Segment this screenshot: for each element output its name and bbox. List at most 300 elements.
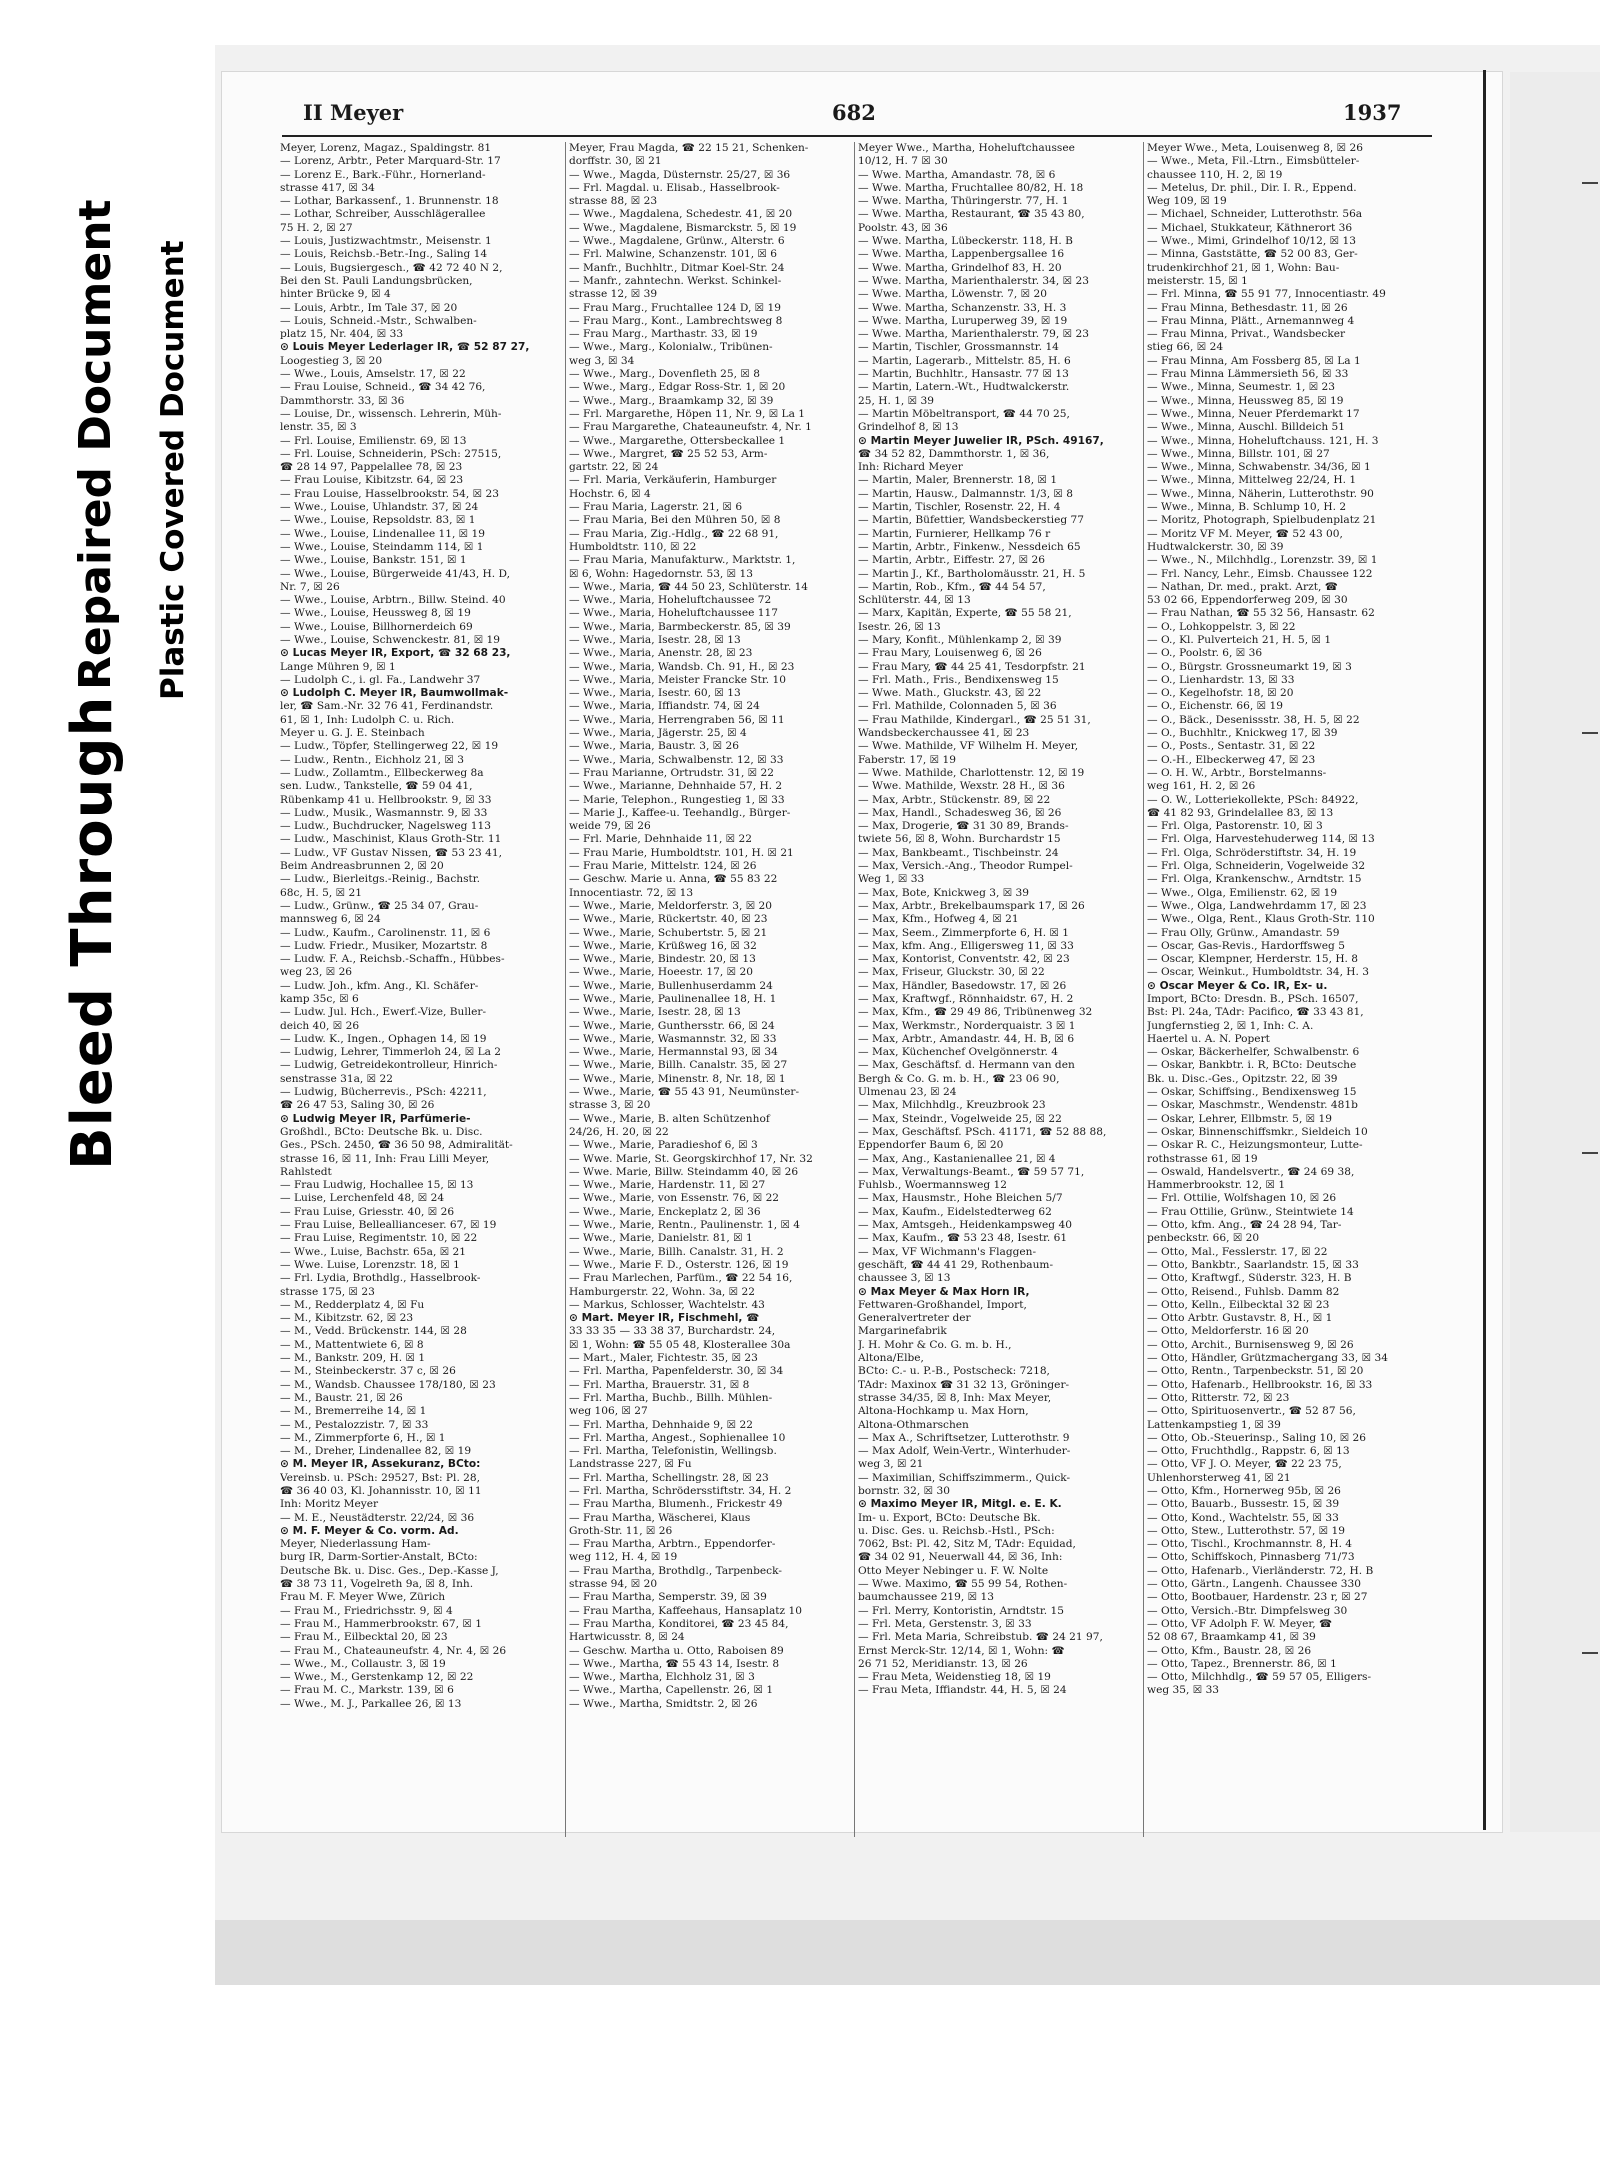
directory-entry-line: — Wwe., Martha, Smidtstr. 2, ☒ 26 [569,1697,758,1710]
directory-entry-line: trudenkirchhof 21, ☒ 1, Wohn: Bau- [1147,261,1340,274]
directory-entry-line: — Louis, Arbtr., Im Tale 37, ☒ 20 [280,301,458,314]
directory-entry-line: — Max, Küchenchef Ovelgönnerstr. 4 [858,1046,1059,1059]
directory-entry-line: Hudtwalckerstr. 30, ☒ 39 [1147,540,1284,553]
directory-entry-line: — Wwe., Margret, ☎ 25 52 53, Arm- [569,447,768,460]
directory-entry-line: — Wwe., Marie, Gunthersstr. 66, ☒ 24 [569,1019,775,1032]
directory-entry-line: — Wwe., Olga, Rent., Klaus Groth-Str. 110 [1147,913,1375,926]
directory-entry-line: stieg 66, ☒ 24 [1147,341,1224,354]
directory-entry-line: — Manfr., Buchhltr., Ditmar Koel-Str. 24 [569,261,785,274]
directory-entry-line: — Frau Marg., Fruchtallee 124 D, ☒ 19 [569,301,782,314]
directory-entry-line: Dammthorstr. 33, ☒ 36 [280,394,405,407]
directory-entry-line: twiete 56, ☒ 8, Wohn. Burchardstr 15 [858,833,1061,846]
directory-entry-line: ⊙ Maximo Meyer IR, Mitgl. e. E. K. [858,1498,1062,1511]
directory-entry-line: — Wwe., Luise, Bachstr. 65a, ☒ 21 [280,1245,467,1258]
directory-entry-line: — Ludwig, Lehrer, Timmerloh 24, ☒ La 2 [280,1046,502,1059]
directory-entry-line: — Wwe. Mathilde, VF Wilhelm H. Meyer, [858,740,1079,753]
directory-entry-line: — Geschw. Martha u. Otto, Raboisen 89 [569,1644,784,1657]
directory-entry-line: — Wwe., Magdalena, Schedestr. 41, ☒ 20 [569,208,793,221]
directory-entry-line: — Wwe., Louise, Bürgerweide 41/43, H. D, [280,567,511,580]
directory-entry-line: — Frau Mary, ☎ 44 25 41, Tesdorpfstr. 21 [858,660,1086,673]
directory-entry-line: Isestr. 26, ☒ 13 [858,620,941,633]
directory-entry-line: Frau M. F. Meyer Wwe, Zürich [280,1591,446,1604]
directory-entry-line: 7062, Bst: Pl. 42, Sitz M, TAdr: Equidad, [858,1538,1076,1551]
directory-entry-line: — Frau Martha, Kaffeehaus, Hansaplatz 10 [569,1604,802,1617]
directory-entry-line: — Wwe. Martha, Marienthalerstr. 79, ☒ 23 [858,328,1089,341]
directory-entry-line: — Ludw. Joh., kfm. Ang., Kl. Schäfer- [280,979,479,992]
directory-entry-line: — Frl. Margarethe, Höpen 11, Nr. 9, ☒ La 1 [569,407,806,420]
directory-entry-line: — Otto, VF J. O. Meyer, ☎ 22 23 75, [1147,1458,1342,1471]
directory-entry-line: — Frau Margarethe, Chateauneufstr. 4, Nr. 1 [569,421,812,434]
directory-entry-line: — Wwe. Mathilde, Charlottenstr. 12, ☒ 19 [858,766,1085,779]
directory-entry-line: — Frau Minna, Bethesdastr. 11, ☒ 26 [1147,301,1348,314]
directory-entry-line: — Otto, Archit., Burnisensweg 9, ☒ 26 [1147,1338,1354,1351]
directory-entry-line: — Otto, Versich.-Btr. Dimpfelsweg 30 [1147,1604,1348,1617]
directory-entry-line: — Wwe., Louise, Heussweg 8, ☒ 19 [280,607,471,620]
directory-entry-line: — Ludwig, Bücherrevis., PSch: 42211, [280,1086,487,1099]
directory-entry-line: — Otto, Kond., Wachtelstr. 55, ☒ 33 [1147,1511,1339,1524]
directory-entry-line: 24/26, H. 20, ☒ 22 [569,1125,669,1138]
directory-entry-line: — Louis, Schneid.-Mstr., Schwalben- [280,314,477,327]
directory-entry-line: — Wwe., Olga, Emilienstr. 62, ☒ 19 [1147,886,1338,899]
directory-entry-line: — Frl. Maria, Verkäuferin, Hamburger [569,474,777,487]
directory-entry-line: — Wwe., Mimi, Grindelhof 10/12, ☒ 13 [1147,235,1356,248]
directory-entry-line: ler, ☎ Sam.-Nr. 32 76 41, Ferdinandstr. [280,700,494,713]
directory-entry-line: — Wwe., Maria, Anenstr. 28, ☒ 23 [569,647,753,660]
directory-entry-line: — Otto, Reisend., Fuhlsb. Damm 82 [1147,1285,1340,1298]
directory-entry-line: Meyer Wwe., Meta, Louisenweg 8, ☒ 26 [1147,142,1364,154]
directory-entry-line: — Wwe., Marie, ☎ 55 43 91, Neumünster- [569,1086,800,1099]
directory-entry-line: — Max, Werkmstr., Norderquaistr. 3 ☒ 1 [858,1019,1076,1032]
directory-entry-line: — Frau Marie, Humboldtstr. 101, H. ☒ 21 [569,846,794,859]
directory-entry-line: — Otto, Kraftwgf., Süderstr. 323, H. B [1147,1272,1352,1285]
directory-entry-line: — Wwe., Louise, Repsoldstr. 83, ☒ 1 [280,514,476,527]
directory-entry-line: geschäft, ☎ 44 41 29, Rothenbaum- [858,1258,1054,1271]
directory-entry-line: — Oskar, Binnenschiffsmkr., Sieldeich 10 [1147,1125,1368,1138]
directory-entry-line: — Moritz, Photograph, Spielbudenplatz 21 [1147,514,1377,527]
year-label: 1937 [1343,100,1402,125]
directory-entry-line: Altona-Othmarschen [858,1418,969,1431]
header-rule [282,135,1432,137]
directory-entry-line: Otto Meyer Nebinger u. F. W. Nolte [858,1564,1049,1577]
directory-entry-line: — Frl. Meta Maria, Schreibstub. ☎ 24 21 97, [858,1631,1103,1644]
directory-entry-line: — Maximilian, Schiffszimmerm., Quick- [858,1471,1071,1484]
directory-entry-line: — Wwe., Louise, Uhlandstr. 37, ☒ 24 [280,501,479,514]
directory-entry-line: — Ludw., Kaufm., Carolinenstr. 11, ☒ 6 [280,926,491,939]
directory-entry-line: — Wwe., Marie, Wasmannstr. 32, ☒ 33 [569,1032,777,1045]
column-divider [1143,142,1144,1837]
directory-entry-line: — Frau Marg., Marthastr. 33, ☒ 19 [569,328,758,341]
directory-entry-line: Vereinsb. u. PSch: 29527, Bst: Pl. 28, [280,1471,481,1484]
directory-entry-line: — Max, kfm. Ang., Elligersweg 11, ☒ 33 [858,939,1074,952]
plastic-covered-label: Plastic Covered Document [155,240,191,700]
directory-entry-line: — Frau Olly, Grünw., Amandastr. 59 [1147,926,1340,939]
directory-entry-line: ⊙ Martin Meyer Juwelier IR, PSch. 49167, [858,434,1104,447]
directory-entry-line: strasse 3, ☒ 20 [569,1099,651,1112]
directory-entry-line: weide 79, ☒ 26 [569,820,651,833]
column-divider [565,142,566,1837]
directory-entry-line: — Frau Maria, Lagerstr. 21, ☒ 6 [569,501,743,514]
directory-entry-line: Import, BCto: Dresdn. B., PSch. 16507, [1147,993,1359,1005]
directory-entry-line: — Martin, Maler, Brennerstr. 18, ☒ 1 [858,474,1058,487]
directory-entry-line: — Wwe., Louise, Lindenallee 11, ☒ 19 [280,527,486,540]
directory-entry-line: — Frl. Olga, Schneiderin, Vogelweide 32 [1147,860,1366,873]
directory-column-2 [569,142,852,1842]
directory-entry-line: ☎ 26 47 53, Saling 30, ☒ 26 [280,1099,435,1112]
directory-entry-line: — Oskar, Schiffsing., Bendixensweg 15 [1147,1086,1357,1099]
directory-entry-line: — O. W., Lotteriekollekte, PSch: 84922, [1147,793,1359,806]
directory-entry-line: — Wwe., Marie, Minenstr. 8, Nr. 18, ☒ 1 [569,1072,786,1085]
directory-entry-line: Nr. 7, ☒ 26 [280,580,340,593]
directory-entry-line: — Otto, Milchhdlg., ☎ 59 57 05, Elligers- [1147,1671,1372,1684]
directory-entry-line: Rübenkamp 41 u. Hellbrookstr. 9, ☒ 33 [280,793,492,806]
directory-entry-line: — Max, Kaufm., Eidelstedterweg 62 [858,1205,1052,1218]
directory-entry-line: — Frl. Louise, Schneiderin, PSch: 27515, [280,447,502,460]
directory-entry-line: — Max, Friseur, Gluckstr. 30, ☒ 22 [858,966,1045,979]
directory-entry-line: — Otto, Spirituosenvertr., ☎ 52 87 56, [1147,1405,1356,1418]
directory-entry-line: ☎ 36 40 03, Kl. Johannisstr. 10, ☒ 11 [280,1484,482,1497]
directory-entry-line: weg 23, ☒ 26 [280,966,353,979]
directory-entry-line: — Max, Bote, Knickweg 3, ☒ 39 [858,886,1030,899]
directory-entry-line: Meyer, Niederlassung Ham- [280,1538,431,1551]
directory-entry-line: — Wwe., Maria, Schwalbenstr. 12, ☒ 33 [569,753,784,766]
directory-entry-line: — Wwe. Martha, Amandastr. 78, ☒ 6 [858,168,1056,181]
directory-entry-line: — Ludwig, Getreidekontrolleur, Hinrich- [280,1059,498,1072]
directory-entry-line: — Metelus, Dr. phil., Dir. I. R., Eppend. [1147,181,1357,194]
directory-entry-line: Bst: Pl. 24a, TAdr: Pacifico, ☎ 33 43 81, [1147,1006,1364,1019]
directory-entry-line: chaussee 3, ☒ 13 [858,1272,951,1285]
directory-entry-line: — Frau Martha, Blumenh., Frickestr 49 [569,1498,783,1511]
directory-entry-line: — Wwe., Magdalene, Grünw., Alterstr. 6 [569,235,785,248]
directory-entry-line: — Wwe., Louise, Arbtrn., Billw. Steind. 40 [280,594,506,607]
directory-entry-line: — Martin, Arbtr., Eiffestr. 27, ☒ 26 [858,554,1045,567]
directory-entry-line: Altona/Elbe, [858,1352,924,1365]
directory-entry-line: deich 40, ☒ 26 [280,1019,360,1032]
directory-entry-line: — Oskar, Bankbtr. i. R, BCto: Deutsche [1147,1059,1357,1072]
directory-entry-line: — Max A., Schriftsetzer, Lutterothstr. 9 [858,1431,1070,1444]
directory-entry-line: — Minna, Gaststätte, ☎ 52 00 83, Ger- [1147,248,1358,261]
adjacent-page-mark [1582,182,1598,184]
adjacent-page-strip [1510,72,1600,1832]
directory-entry-line: — Ludw., Grünw., ☎ 25 34 07, Grau- [280,899,479,912]
directory-entry-line: — Max, Bankbeamt., Tischbeinstr. 24 [858,846,1059,859]
directory-entry-line: u. Disc. Ges. u. Reichsb.-Hstl., PSch: [858,1524,1055,1537]
directory-entry-line: — Martin, Tischler, Rosenstr. 22, H. 4 [858,501,1061,514]
directory-entry-line: — Frl. Martha, Dehnhaide 9, ☒ 22 [569,1418,754,1431]
directory-entry-line: Altona-Hochkamp u. Max Horn, [858,1405,1029,1418]
directory-entry-line: — Wwe. Marie, St. Georgskirchhof 17, Nr. 32 [569,1152,813,1165]
directory-entry-line: — Oswald, Handelsvertr., ☎ 24 69 38, [1147,1165,1355,1178]
directory-entry-line: — O., Kl. Pulverteich 21, H. 5, ☒ 1 [1147,633,1332,646]
directory-entry-line: burg IR, Darm-Sortier-Anstalt, BCto: [280,1551,478,1564]
directory-entry-line: gartstr. 22, ☒ 24 [569,461,659,474]
directory-entry-line: — Wwe. Martha, Luruperweg 39, ☒ 19 [858,314,1068,327]
repaired-document-label: Repaired Document [70,199,121,690]
directory-entry-line: ⊙ Louis Meyer Lederlager IR, ☎ 52 87 27, [280,341,530,354]
directory-column-3 [858,142,1141,1842]
directory-entry-line: — M., Bremerreihe 14, ☒ 1 [280,1405,427,1418]
directory-entry-line: — Max, Seem., Zimmerpforte 6, H. ☒ 1 [858,926,1070,939]
directory-entry-line: — Frau Louise, Schneid., ☎ 34 42 76, [280,381,486,394]
directory-entry-line: — Frau Marianne, Ortrudstr. 31, ☒ 22 [569,766,775,779]
directory-entry-line: — Martin, Hausw., Dalmannstr. 1/3, ☒ 8 [858,487,1074,500]
directory-entry-line: meisterstr. 15, ☒ 1 [1147,274,1248,287]
directory-entry-line: — Wwe., Minna, B. Schlump 10, H. 2 [1147,501,1347,514]
directory-entry-line: — Wwe. Martha, Grindelhof 83, H. 20 [858,261,1062,274]
directory-entry-line: — Ludw., Maschinist, Klaus Groth-Str. 11 [280,833,502,846]
directory-entry-line: ⊙ Mart. Meyer IR, Fischmehl, ☎ [569,1312,760,1325]
directory-entry-line: — Lorenz, Arbtr., Peter Marquard-Str. 17 [280,155,501,168]
directory-entry-line: — Max, Geschäftsf. d. Hermann van den [858,1059,1075,1072]
directory-entry-line: — Max, Kraftwgf., Rönnhaidstr. 67, H. 2 [858,993,1074,1005]
directory-entry-line: — Wwe. Luise, Lorenzstr. 18, ☒ 1 [280,1258,460,1271]
directory-entry-line: 75 H. 2, ☒ 27 [280,221,353,234]
directory-entry-line: — Wwe., Minna, Näherin, Lutterothstr. 90 [1147,487,1374,500]
directory-entry-line: — Otto, Händler, Grützmachergang 33, ☒ 34 [1147,1352,1388,1365]
directory-entry-line: lenstr. 35, ☒ 3 [280,421,357,434]
directory-entry-line: — Martin, Furnierer, Hellkamp 76 r [858,527,1051,540]
directory-entry-line: strasse 175, ☒ 23 [280,1285,375,1298]
adjacent-page-mark [1582,732,1598,734]
directory-entry-line: — Lothar, Schreiber, Ausschlägerallee [280,208,486,221]
directory-entry-line: — M., Steinbeckerstr. 37 c, ☒ 26 [280,1365,456,1378]
directory-entry-line: — Max, Verwaltungs-Beamt., ☎ 59 57 71, [858,1165,1085,1178]
directory-entry-line: — Frl. Mathilde, Colonnaden 5, ☒ 36 [858,700,1057,713]
directory-entry-line: — Martin, Rob., Kfm., ☎ 44 54 57, [858,580,1046,593]
directory-entry-line: — Max, Kfm., Hofweg 4, ☒ 21 [858,913,1019,926]
directory-entry-line: — Wwe., Marie, Isestr. 28, ☒ 13 [569,1006,741,1019]
directory-entry-line: ☒ 6, Wohn: Hagedornstr. 53, ☒ 13 [569,567,754,580]
directory-entry-line: — O., Bürgstr. Grossneumarkt 19, ☒ 3 [1147,660,1352,673]
directory-entry-line: platz 15, Nr. 404, ☒ 33 [280,328,404,341]
directory-entry-line: — Frl. Olga, Krankenschw., Arndtstr. 15 [1147,873,1362,886]
directory-entry-line: Grindelhof 8, ☒ 13 [858,421,959,434]
directory-entry-line: — Wwe., Magda, Düsternstr. 25/27, ☒ 36 [569,168,791,181]
directory-entry-line: — Otto, Kfm., Baustr. 28, ☒ 26 [1147,1644,1312,1657]
directory-entry-line: — Michael, Stukkateur, Käthnerort 36 [1147,221,1353,234]
directory-entry-line: — Wwe., Maria, Hoheluftchaussee 117 [569,607,778,620]
directory-entry-line: sen. Ludw., Tankstelle, ☎ 59 04 41, [280,780,473,793]
directory-entry-line: Weg 109, ☒ 19 [1147,195,1227,208]
directory-entry-line: — Wwe. Martha, Lübeckerstr. 118, H. B [858,235,1073,248]
directory-entry-line: — Wwe., Marie, von Essenstr. 76, ☒ 22 [569,1192,780,1205]
directory-entry-line: — Wwe., Marie, Rückertstr. 40, ☒ 23 [569,913,768,926]
directory-entry-line: J. H. Mohr & Co. G. m. b. H., [858,1338,1012,1351]
directory-entry-line: — Ludw., Musik., Wasmannstr. 9, ☒ 33 [280,806,488,819]
directory-entry-line: Großhdl., BCto: Deutsche Bk. u. Disc. [280,1125,483,1138]
directory-entry-line: — M., Wandsb. Chaussee 178/180, ☒ 23 [280,1378,496,1391]
directory-entry-line: — Frl. Martha, Brauerstr. 31, ☒ 8 [569,1378,750,1391]
directory-entry-line: — Wwe., Marie, B. alten Schützenhof [569,1112,770,1125]
directory-entry-line: — Frl. Merry, Kontoristin, Arndtstr. 15 [858,1604,1064,1617]
directory-entry-line: — Otto, Stew., Lutterothstr. 57, ☒ 19 [1147,1524,1346,1537]
directory-entry-line: — O., Posts., Sentastr. 31, ☒ 22 [1147,740,1316,753]
directory-entry-line: Inh: Richard Meyer [858,461,963,474]
directory-entry-line: — Max, Steindr., Vogelweide 25, ☒ 22 [858,1112,1062,1125]
directory-entry-line: Loogestieg 3, ☒ 20 [280,354,383,367]
directory-entry-line: — Markus, Schlosser, Wachtelstr. 43 [569,1298,765,1311]
directory-entry-line: — Frau Minna, Am Fossberg 85, ☒ La 1 [1147,354,1361,367]
directory-entry-line: Meyer Wwe., Martha, Hoheluftchaussee [858,142,1075,154]
directory-entry-line: ⊙ Max Meyer & Max Horn IR, [858,1285,1030,1298]
bleed-through-label: Bleed Through [60,695,125,1170]
directory-entry-line: — Wwe., M. J., Parkallee 26, ☒ 13 [280,1697,462,1710]
directory-entry-line: — Max, Amtsgeh., Heidenkampsweg 40 [858,1219,1072,1232]
directory-entry-line: Hartwicusstr. 8, ☒ 24 [569,1631,685,1644]
directory-entry-line: — Wwe., Marie, Paulinenallee 18, H. 1 [569,993,777,1005]
directory-entry-line: — Wwe., Maria, Hoheluftchaussee 72 [569,594,772,607]
directory-entry-line: — Max, Kontorist, Conventstr. 42, ☒ 23 [858,953,1070,966]
directory-entry-line: — M., Dreher, Lindenallee 82, ☒ 19 [280,1445,472,1458]
directory-entry-line: — Max, Geschäftsf. PSch. 41171, ☎ 52 88 88, [858,1125,1107,1138]
directory-entry-line: — Frau M. C., Markstr. 139, ☒ 6 [280,1684,454,1697]
directory-entry-line: Hochstr. 6, ☒ 4 [569,487,651,500]
directory-entry-line: — Wwe., Maria, Baustr. 3, ☒ 26 [569,740,740,753]
directory-entry-line: bornstr. 32, ☒ 30 [858,1484,950,1497]
directory-entry-line: Bk. u. Disc.-Ges., Opitzstr. 22, ☒ 39 [1147,1072,1338,1085]
directory-entry-line: — Otto, Schiffskoch, Pinnasberg 71/73 [1147,1551,1355,1564]
directory-entry-line: Deutsche Bk. u. Disc. Ges., Dep.-Kasse J, [280,1564,499,1577]
directory-entry-line: — Wwe., N., Milchhdlg., Lorenzstr. 39, ☒ 1 [1147,554,1378,567]
directory-entry-line: — M., Kibitzstr. 62, ☒ 23 [280,1312,414,1325]
directory-entry-line: — Max, Kaufm., ☎ 53 23 48, Isestr. 61 [858,1232,1068,1245]
directory-entry-line: — Otto, Tischl., Krochmannstr. 8, H. 4 [1147,1538,1353,1551]
directory-entry-line: — Frau Meta, Iffiandstr. 44, H. 5, ☒ 24 [858,1684,1067,1697]
directory-entry-line: ⊙ Lucas Meyer IR, Export, ☎ 32 68 23, [280,647,511,660]
directory-entry-line: Wandsbeckerchaussee 41, ☒ 23 [858,727,1030,740]
directory-entry-line: Hammerbrookstr. 12, ☒ 1 [1147,1179,1286,1192]
directory-entry-line: — Frau Meta, Weidenstieg 18, ☒ 19 [858,1671,1051,1684]
directory-entry-line: — Martin, Latern.-Wt., Hudtwalckerstr. [858,381,1070,394]
directory-entry-line: — Frau M., Chateauneufstr. 4, Nr. 4, ☒ 26 [280,1644,507,1657]
directory-entry-line: — Frau Luise, Regimentstr. 10, ☒ 22 [280,1232,478,1245]
directory-entry-line: — Frl. Lydia, Brothdlg., Hasselbrook- [280,1272,481,1285]
directory-entry-line: ⊙ Ludwig Meyer IR, Parfümerie- [280,1112,471,1125]
directory-entry-line: — Ludw. Friedr., Musiker, Mozartstr. 8 [280,939,488,952]
directory-entry-line: 10/12, H. 7 ☒ 30 [858,155,948,168]
directory-entry-line: Meyer, Frau Magda, ☎ 22 15 21, Schenken- [569,142,809,154]
directory-entry-line: — Frl. Magdal. u. Elisab., Hasselbrook- [569,181,780,194]
directory-entry-line: — Frau Nathan, ☎ 55 32 56, Hansastr. 62 [1147,607,1375,620]
directory-entry-line: — Frau Martha, Arbtrn., Eppendorfer- [569,1538,776,1551]
directory-entry-line: strasse 12, ☒ 39 [569,288,658,301]
directory-entry-line: — Frau M., Eilbecktal 20, ☒ 23 [280,1631,448,1644]
directory-entry-line: — Louis, Justizwachtmstr., Meisenstr. 1 [280,235,492,248]
directory-entry-line: weg 35, ☒ 33 [1147,1684,1220,1697]
directory-entry-line: — M., Bankstr. 209, H. ☒ 1 [280,1352,426,1365]
directory-entry-line: — Wwe., Marianne, Dehnhaide 57, H. 2 [569,780,783,793]
directory-entry-line: — Frl. Martha, Telefonistin, Wellingsb. [569,1445,777,1458]
directory-entry-line: — Max, Drogerie, ☎ 31 30 89, Brands- [858,820,1069,833]
directory-entry-line: Generalvertreter der [858,1312,971,1325]
directory-entry-line: — Wwe., Marie, Paradieshof 6, ☒ 3 [569,1139,758,1152]
directory-entry-line: — Wwe., Meta, Fil.-Ltrn., Eimsbütteler- [1147,155,1360,168]
directory-entry-line: — Frau Marg., Kont., Lambrechtsweg 8 [569,314,783,327]
adjacent-page-mark [1582,1652,1598,1654]
directory-entry-line: — Frl. Marie, Dehnhaide 11, ☒ 22 [569,833,753,846]
directory-entry-line: — Frau Ottilie, Grünw., Steintwiete 14 [1147,1205,1354,1218]
directory-entry-line: — Max, VF Wichmann's Flaggen- [858,1245,1037,1258]
running-header: II Meyer [303,100,404,125]
directory-entry-line: — Wwe., Maria, Iffiandstr. 74, ☒ 24 [569,700,760,713]
directory-entry-line: — Otto, Bankbtr., Saarlandstr. 15, ☒ 33 [1147,1258,1359,1271]
directory-entry-line: — Martin Möbeltransport, ☎ 44 70 25, [858,407,1070,420]
directory-entry-line: Bei den St. Pauli Landungsbrücken, [280,274,473,287]
directory-entry-line: — Wwe., Louis, Amselstr. 17, ☒ 22 [280,368,466,381]
directory-entry-line: Rahlstedt [280,1165,332,1178]
directory-entry-line: — Ludw., Rentn., Eichholz 21, ☒ 3 [280,753,464,766]
directory-entry-line: — Ludw., Zollamtm., Ellbeckerweg 8a [280,766,484,779]
directory-entry-line: — Frau Martha, Konditorei, ☎ 23 45 84, [569,1617,789,1630]
directory-entry-line: — O.-H., Elbeckerweg 47, ☒ 23 [1147,753,1316,766]
directory-entry-line: — Wwe., Marie, Hardenstr. 11, ☒ 27 [569,1179,766,1192]
directory-entry-line: Landstrasse 227, ☒ Fu [569,1458,692,1471]
directory-entry-line: — Ludw. K., Ingen., Ophagen 14, ☒ 19 [280,1032,487,1045]
directory-entry-line: — Otto, Fruchthdlg., Rappstr. 6, ☒ 13 [1147,1445,1350,1458]
directory-entry-line: ⊙ M. Meyer IR, Assekuranz, BCto: [280,1458,481,1471]
directory-entry-line: — Wwe., M., Collaustr. 3, ☒ 19 [280,1657,446,1670]
directory-entry-line: — Martin, Lagerarb., Mittelstr. 85, H. 6 [858,354,1071,367]
directory-entry-line: — Nathan, Dr. med., prakt. Arzt, ☎ [1147,580,1338,593]
directory-entry-line: — Otto, VF Adolph F. W. Meyer, ☎ [1147,1617,1333,1630]
directory-entry-line: — Frau Luise, Belleallianceser. 67, ☒ 19 [280,1219,497,1232]
directory-entry-line: — Lorenz E., Bark.-Führ., Hornerland- [280,168,486,181]
directory-entry-line: — Frau Marlechen, Parfüm., ☎ 22 54 16, [569,1272,793,1285]
directory-entry-line: weg 112, H. 4, ☒ 19 [569,1551,678,1564]
directory-entry-line: — M., Pestalozzistr. 7, ☒ 33 [280,1418,429,1431]
directory-entry-line: Bergh & Co. G. m. b. H., ☎ 23 06 90, [858,1072,1060,1085]
directory-entry-line: ⊙ Oscar Meyer & Co. IR, Ex- u. [1147,979,1328,992]
directory-entry-line: 52 08 67, Braamkamp 41, ☒ 39 [1147,1631,1316,1644]
directory-entry-line: Meyer u. G. J. E. Steinbach [280,727,425,740]
directory-entry-line: — Wwe., Martha, ☎ 55 43 14, Isestr. 8 [569,1657,780,1670]
directory-entry-line: — Wwe. Maximo, ☎ 55 99 54, Rothen- [858,1578,1068,1591]
directory-entry-line: Ulmenau 23, ☒ 24 [858,1086,957,1099]
directory-entry-line: — Max, Hausmstr., Hohe Bleichen 5/7 [858,1192,1063,1205]
directory-entry-line: — Max, Kfm., ☎ 29 49 86, Tribünenweg 32 [858,1006,1093,1019]
directory-entry-line: — Wwe., Marie, Meldorferstr. 3, ☒ 20 [569,899,773,912]
directory-entry-line: — Otto, Gärtn., Langenh. Chaussee 330 [1147,1578,1361,1591]
directory-entry-line: — Martin, Büfettier, Wandsbeckerstieg 77 [858,514,1085,527]
directory-entry-line: — Wwe., Marie, Billh. Canalstr. 31, H. 2 [569,1245,784,1258]
directory-entry-line: — Otto, Kfm., Hornerweg 95b, ☒ 26 [1147,1484,1341,1497]
directory-entry-line: — Ludw. F. A., Reichsb.-Schaffn., Hübbes- [280,953,505,966]
directory-entry-line: — Wwe., Martha, Capellenstr. 26, ☒ 1 [569,1684,774,1697]
directory-entry-line: — Wwe. Martha, Marienthalerstr. 34, ☒ 23 [858,274,1089,287]
directory-entry-line: — Wwe. Martha, Lappenbergsallee 16 [858,248,1065,261]
directory-entry-line: — Otto Arbtr. Gustavstr. 8, H., ☒ 1 [1147,1312,1333,1325]
directory-entry-line: — Frl. Martha, Papenfelderstr. 30, ☒ 34 [569,1365,784,1378]
directory-entry-line: — Marie, Telephon., Rungestieg 1, ☒ 33 [569,793,785,806]
directory-column-4 [1147,142,1430,1842]
directory-entry-line: — Frau Mathilde, Kindergarl., ☎ 25 51 31, [858,713,1091,726]
directory-entry-line: — Wwe., Marie, Krüßweg 16, ☒ 32 [569,939,757,952]
directory-entry-line: Haertel u. A. N. Popert [1147,1032,1270,1045]
directory-entry-line: — Wwe. Martha, Fruchtallee 80/82, H. 18 [858,181,1084,194]
directory-entry-line: — Otto, Meldorferstr. 16 ☒ 20 [1147,1325,1309,1338]
directory-entry-line: 33 33 35 — 33 38 37, Burchardstr. 24, [569,1325,776,1338]
directory-entry-line: — Wwe., Louise, Schwenckestr. 81, ☒ 19 [280,633,501,646]
directory-entry-line: — Wwe., Maria, Meister Francke Str. 10 [569,673,787,686]
directory-entry-line: ☎ 34 02 91, Neuerwall 44, ☒ 36, Inh: [858,1551,1063,1564]
scan-label-panel [0,0,215,2177]
directory-entry-line: — M., Vedd. Brückenstr. 144, ☒ 28 [280,1325,467,1338]
directory-entry-line: — Wwe., Marg., Edgar Ross-Str. 1, ☒ 20 [569,381,786,394]
directory-entry-line: — Wwe., Minna, Schwabenstr. 34/36, ☒ 1 [1147,461,1371,474]
directory-entry-line: — Martin J., Kf., Bartholomäusstr. 21, H. 5 [858,567,1086,580]
directory-entry-line: — Wwe., Minna, Mittelweg 22/24, H. 1 [1147,474,1357,487]
directory-entry-line: — Frl. Martha, Buchb., Billh. Mühlen- [569,1391,773,1404]
directory-entry-line: — Moritz VF M. Meyer, ☎ 52 43 00, [1147,527,1343,540]
